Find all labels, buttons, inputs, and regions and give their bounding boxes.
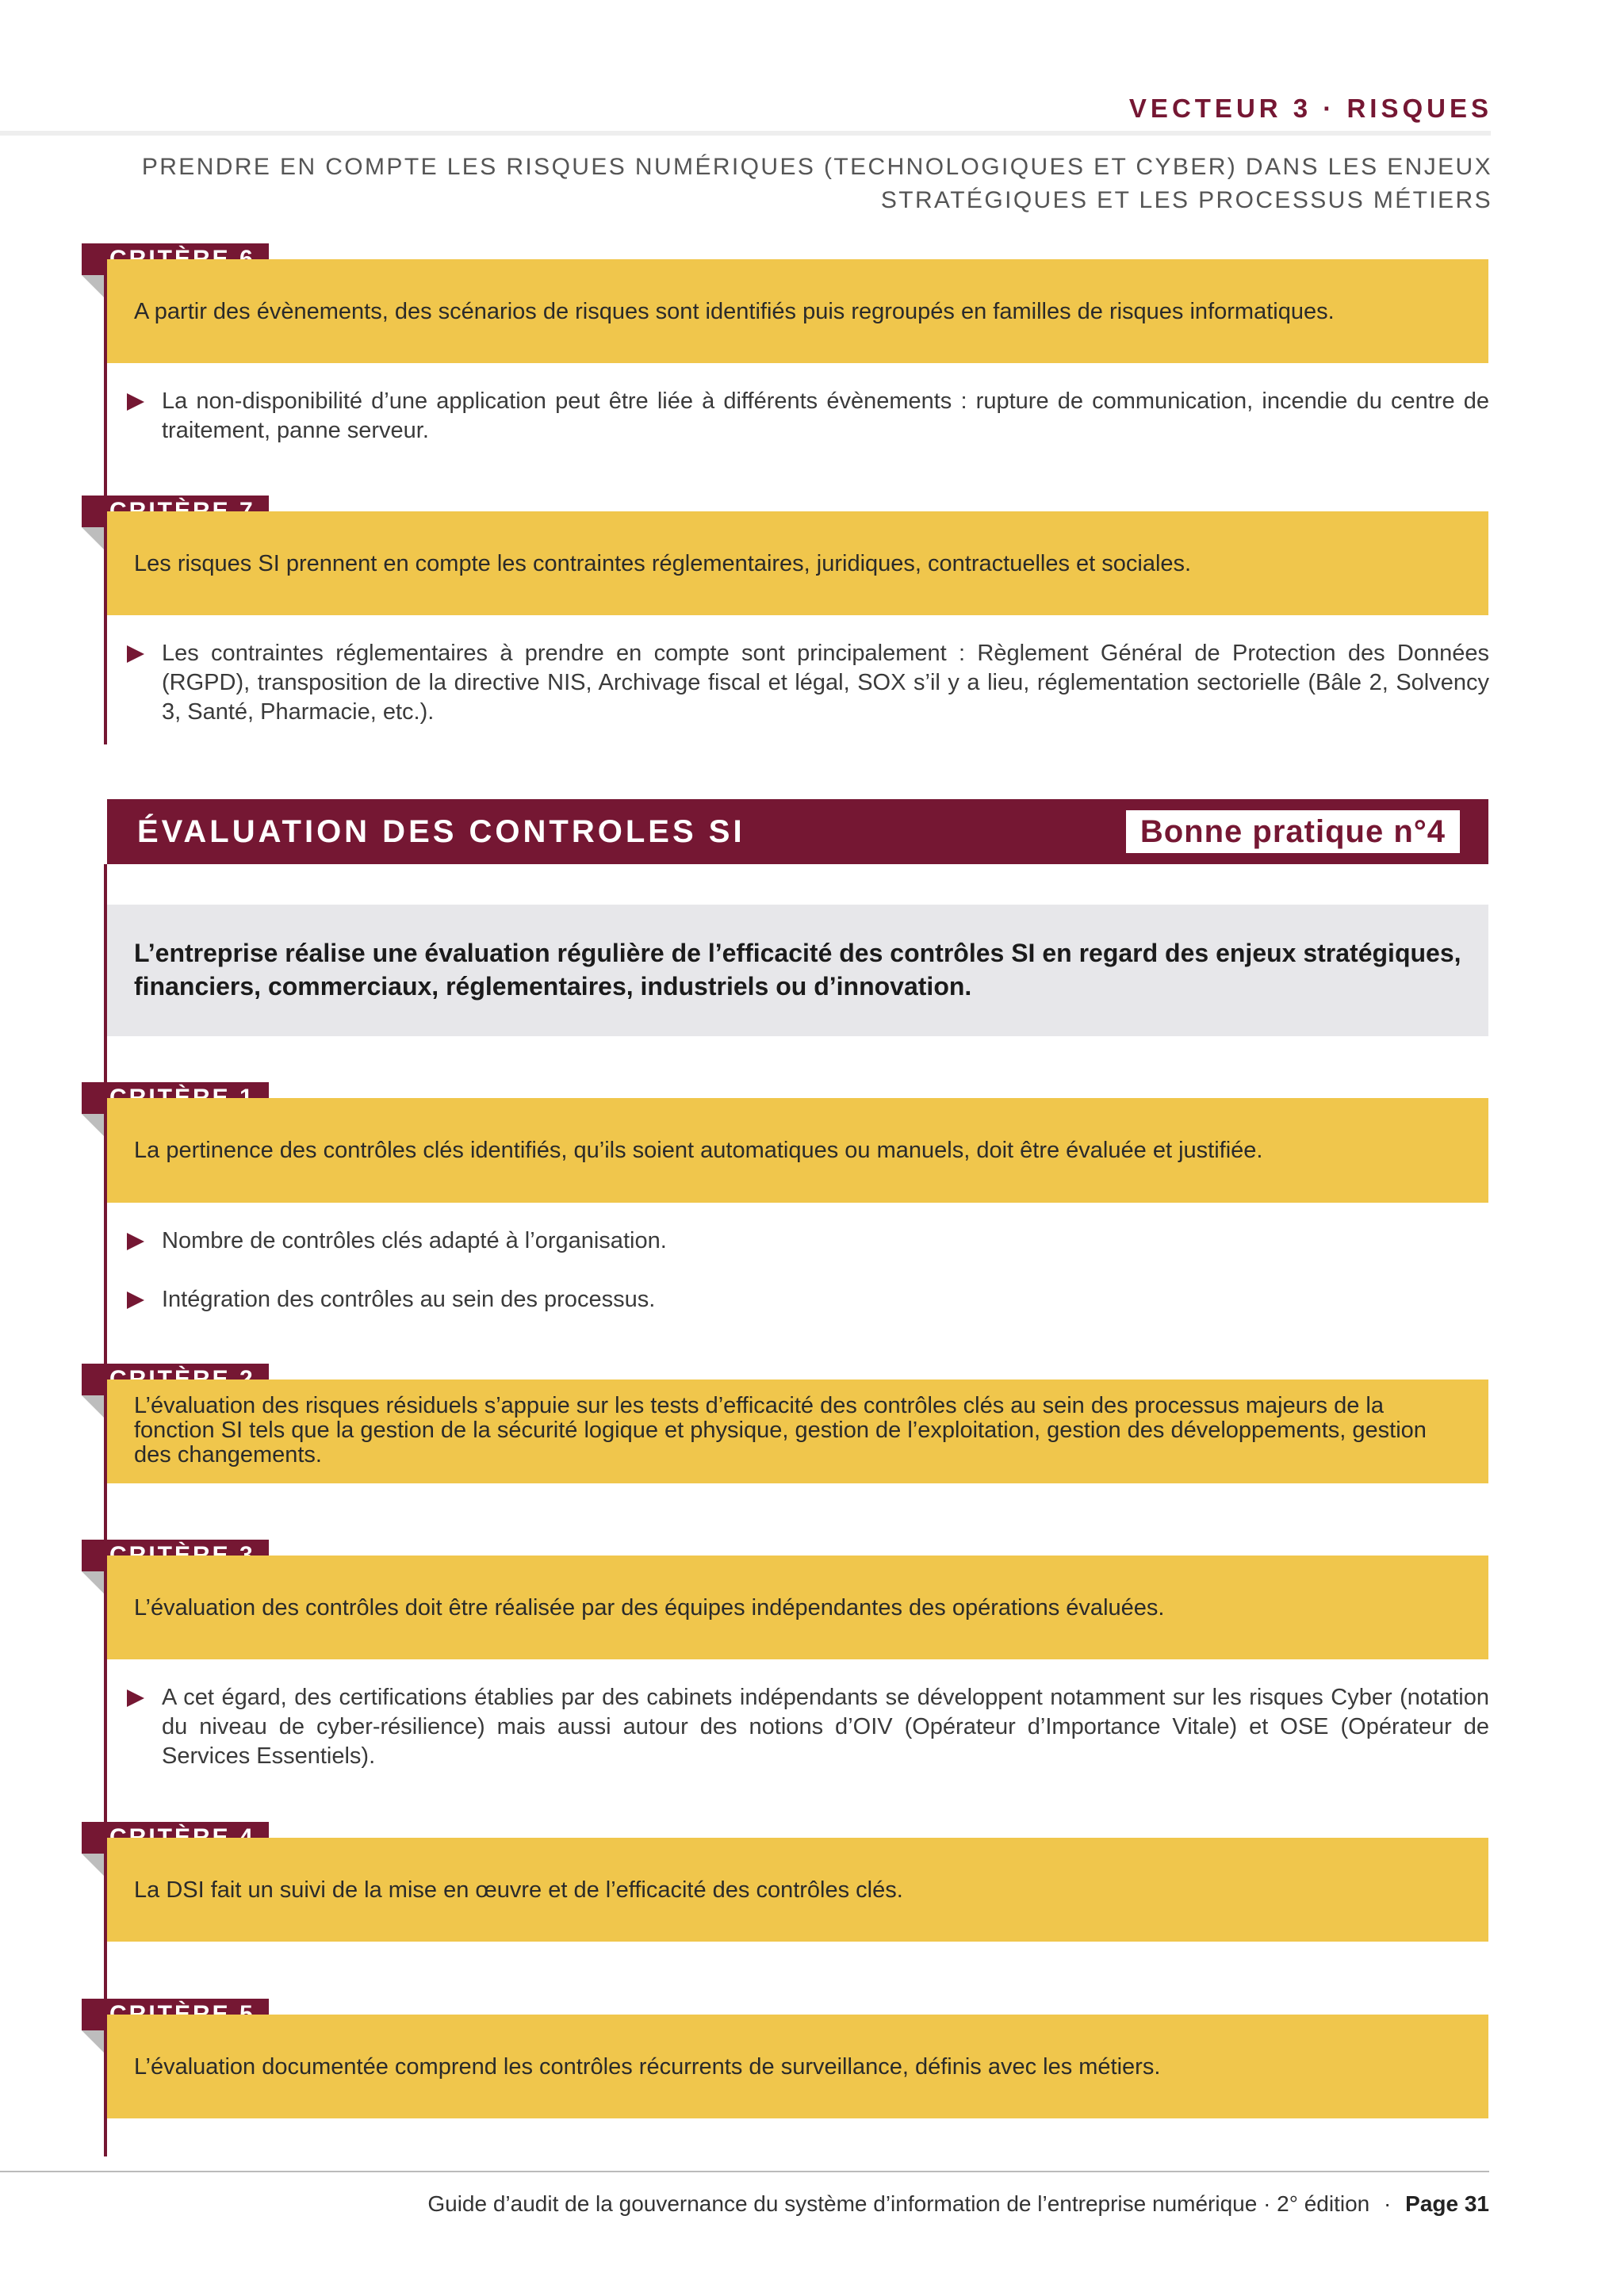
section-title: ÉVALUATION DES CONTROLES SI [137, 813, 745, 849]
criterion-bullet [127, 1226, 1489, 1256]
bullet-text: Intégration des contrôles au sein des processus. [162, 1287, 656, 1312]
tab-fold [82, 1395, 104, 1418]
triangle-bullet-icon [127, 1292, 144, 1309]
timeline-rule-bottom [104, 864, 107, 2156]
criterion-box: La DSI fait un suivi de la mise en œuvre et de l’efficacité des contrôles clés. [107, 1838, 1488, 1942]
tab-fold [82, 2030, 104, 2053]
tab-fold [82, 1114, 104, 1136]
section-header [107, 799, 1488, 864]
header-rule [0, 131, 1491, 136]
tab-fold [82, 275, 104, 297]
criterion-bullet [127, 1683, 1489, 1771]
criterion-bullet [127, 387, 1489, 446]
criterion-box: L’évaluation des contrôles doit être réalisée par des équipes indépendantes des opérations évaluées. [107, 1556, 1488, 1659]
tab-fold [82, 527, 104, 549]
subtitle-line-2: STRATÉGIQUES ET LES PROCESSUS MÉTIERS [880, 187, 1492, 213]
page-number: Page 31 [1405, 2191, 1489, 2216]
bullet-text: Nombre de contrôles clés adapté à l’organisation. [162, 1228, 667, 1253]
tab-fold [82, 1571, 104, 1594]
footer-guide-text: Guide d’audit de la gouvernance du système d’information de l’entreprise numérique · 2° édition [427, 2191, 1370, 2216]
criterion-bullet [127, 1285, 1489, 1314]
subtitle-line-1: PRENDRE EN COMPTE LES RISQUES NUMÉRIQUES (TECHNOLOGIQUES ET CYBER) DANS LES ENJEUX [141, 154, 1492, 180]
bullet-text: A cet égard, des certifications établies par des cabinets indépendants se développent notamment sur les risques Cyber (notation du niveau de cyber-résilience) mais aussi autour des notions d’OIV (Opérateur d’Importance Vitale) et OSE (Opérateur de Services Essentiels). [162, 1685, 1489, 1769]
criterion-bullet [127, 639, 1489, 727]
tab-fold [82, 1854, 104, 1876]
footer-rule [0, 2171, 1489, 2172]
criterion-box: A partir des évènements, des scénarios de risques sont identifiés puis regroupés en familles de risques informatiques. [107, 259, 1488, 363]
page-subtitle [65, 151, 1492, 217]
triangle-bullet-icon [127, 645, 144, 663]
bullet-text: La non-disponibilité d’une application peut être liée à différents évènements : rupture de communication, incendie du centre de traitement, panne serveur. [162, 388, 1489, 443]
triangle-bullet-icon [127, 1689, 144, 1707]
criterion-box: La pertinence des contrôles clés identifiés, qu’ils soient automatiques ou manuels, doit être évaluée et justifiée. [107, 1098, 1488, 1203]
bullet-text: Les contraintes réglementaires à prendre en compte sont principalement : Règlement Général de Protection des Données (RGPD), transposition de la directive NIS, Archivage fiscal et légal, SOX s’il y a lieu, réglementation sectorielle (Bâle 2, Solvency 3, Santé, Pharmacie, etc.). [162, 641, 1489, 725]
best-practice-statement: L’entreprise réalise une évaluation régulière de l’efficacité des contrôles SI en regard des enjeux stratégiques, financiers, commerciaux, réglementaires, industriels ou d’innovation. [107, 905, 1488, 1036]
criterion-box: Les risques SI prennent en compte les contraintes réglementaires, juridiques, contractuelles et sociales. [107, 511, 1488, 615]
triangle-bullet-icon [127, 393, 144, 411]
criterion-box: L’évaluation des risques résiduels s’appuie sur les tests d’efficacité des contrôles clés au sein des processus majeurs de la fonction SI tels que la gestion de la sécurité logique et physique, gestion de l’exploitation, gestion des développements, gestion des changements. [107, 1380, 1488, 1483]
triangle-bullet-icon [127, 1233, 144, 1250]
footer-separator: · [1384, 2191, 1392, 2216]
vector-title: VECTEUR 3 · RISQUES [1128, 94, 1492, 123]
criterion-box: L’évaluation documentée comprend les contrôles récurrents de surveillance, définis avec les métiers. [107, 2015, 1488, 2118]
page-footer [427, 2191, 1489, 2217]
best-practice-badge: Bonne pratique n°4 [1126, 810, 1460, 853]
